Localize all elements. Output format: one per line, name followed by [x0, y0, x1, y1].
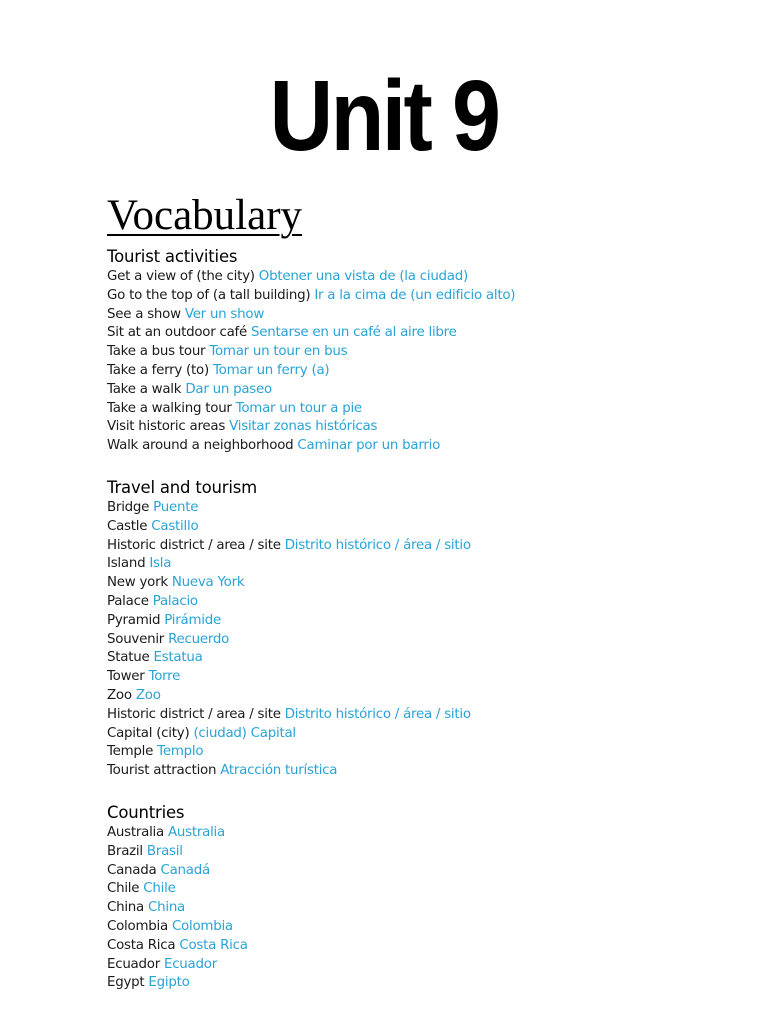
vocab-translation: Costa Rica	[179, 937, 248, 953]
vocab-item	[107, 687, 757, 706]
vocab-item	[107, 287, 757, 306]
vocab-term: Pyramid	[107, 612, 161, 628]
vocab-term: See a show	[107, 306, 181, 322]
vocabulary-title: Vocabulary	[107, 192, 303, 239]
vocab-item	[107, 343, 757, 362]
vocab-term: Temple	[107, 744, 154, 760]
vocab-item	[107, 824, 757, 843]
vocab-term: Souvenir	[107, 631, 165, 647]
vocab-item	[107, 862, 757, 881]
vocab-translation: Ecuador	[163, 956, 217, 972]
vocab-item	[107, 880, 757, 899]
vocab-term: Ecuador	[107, 956, 160, 972]
vocab-term: Get a view of (the city)	[107, 269, 255, 284]
vocab-translation: Dar un paseo	[185, 381, 272, 397]
vocab-term: Capital (city)	[107, 725, 190, 741]
vocab-list	[107, 824, 757, 993]
vocab-item	[107, 362, 757, 381]
vocab-term: Zoo	[107, 687, 132, 703]
section-countries	[107, 802, 757, 993]
vocab-term: Take a ferry (to)	[107, 362, 209, 378]
vocab-item	[107, 437, 757, 456]
vocab-term: Australia	[107, 824, 164, 840]
vocab-term: Brazil	[107, 843, 143, 859]
vocab-translation: Tomar un tour a pie	[235, 400, 362, 416]
vocab-item	[107, 918, 757, 937]
vocab-translation: Torre	[148, 669, 181, 685]
vocab-translation: Australia	[168, 824, 225, 840]
vocab-translation: (ciudad) Capital	[193, 725, 296, 741]
vocab-term: Canada	[107, 862, 157, 878]
vocab-term: Go to the top of (a tall building)	[107, 287, 311, 303]
vocab-item	[107, 555, 757, 574]
vocab-term: Take a walk	[107, 381, 182, 397]
vocab-translation: Tomar un tour en bus	[209, 344, 348, 360]
vocab-translation: China	[148, 900, 186, 916]
vocab-translation: Nueva York	[171, 575, 245, 591]
vocab-translation: Chile	[143, 881, 176, 897]
vocab-term: Bridge	[107, 499, 150, 515]
vocab-translation: Distrito histórico / área / sitio	[284, 537, 471, 553]
vocab-translation: Ver un show	[184, 306, 265, 322]
vocab-term: Historic district / area / site	[107, 706, 281, 722]
vocab-translation: Pirámide	[164, 612, 221, 628]
vocab-item	[107, 631, 757, 650]
vocab-item	[107, 537, 757, 556]
section-heading: Countries	[107, 802, 185, 822]
vocab-item	[107, 612, 757, 631]
vocab-term: Statue	[107, 650, 150, 666]
vocab-translation: Brasil	[146, 843, 183, 859]
section-heading: Travel and tourism	[107, 477, 258, 497]
vocab-item	[107, 956, 757, 975]
vocab-translation: Templo	[157, 744, 204, 760]
vocab-translation: Visitar zonas históricas	[229, 419, 378, 435]
vocab-term: Visit historic areas	[107, 419, 226, 435]
vocab-item	[107, 268, 757, 287]
vocab-item	[107, 843, 757, 862]
vocab-translation: Sentarse en un café al aire libre	[251, 325, 457, 341]
vocab-translation: Palacio	[152, 593, 198, 609]
vocab-term: Egypt	[107, 975, 145, 991]
vocab-translation: Zoo	[135, 687, 161, 703]
vocab-term: Island	[107, 556, 146, 572]
vocab-list	[107, 268, 757, 456]
vocab-translation: Tomar un ferry (a)	[212, 362, 330, 378]
section-travel-and-tourism	[107, 477, 757, 781]
vocabulary-content	[107, 246, 757, 1014]
section-heading: Tourist activities	[107, 247, 238, 266]
vocab-item	[107, 762, 757, 781]
vocab-translation: Isla	[149, 556, 172, 572]
vocab-item	[107, 974, 757, 993]
vocab-term: Sit at an outdoor café	[107, 325, 247, 341]
vocab-translation: Ir a la cima de (un edificio alto)	[314, 287, 516, 303]
vocab-translation: Puente	[153, 499, 199, 515]
vocab-translation: Obtener una vista de (la ciudad)	[258, 269, 468, 284]
vocab-translation: Egipto	[148, 975, 190, 991]
vocab-item	[107, 324, 757, 343]
vocab-item	[107, 668, 757, 687]
vocab-term: Colombia	[107, 918, 168, 934]
vocab-item	[107, 418, 757, 437]
vocab-term: Castle	[107, 518, 148, 534]
vocab-item	[107, 899, 757, 918]
vocab-item	[107, 306, 757, 325]
vocab-term: Tourist attraction	[107, 763, 217, 779]
vocab-item	[107, 400, 757, 419]
vocab-item	[107, 743, 757, 762]
vocab-term: Palace	[107, 593, 149, 609]
vocab-item	[107, 574, 757, 593]
vocab-translation: Canadá	[160, 862, 210, 878]
vocab-term: Historic district / area / site	[107, 537, 281, 553]
vocab-list	[107, 499, 757, 781]
vocab-term: Chile	[107, 881, 140, 897]
vocab-item	[107, 381, 757, 400]
vocab-term: Walk around a neighborhood	[107, 438, 294, 454]
vocab-term: Tower	[107, 669, 145, 685]
vocab-translation: Recuerdo	[168, 631, 230, 647]
vocab-translation: Atracción turística	[220, 763, 338, 779]
vocab-term: Take a bus tour	[107, 344, 206, 360]
vocab-item	[107, 649, 757, 668]
vocab-term: China	[107, 900, 144, 916]
vocab-translation: Caminar por un barrio	[297, 438, 441, 454]
vocab-item	[107, 937, 757, 956]
vocab-translation: Estatua	[153, 650, 203, 666]
vocab-term: Costa Rica	[107, 937, 176, 953]
vocab-term: New york	[107, 575, 168, 591]
section-tourist-activities	[107, 246, 757, 456]
vocab-translation: Distrito histórico / área / sitio	[284, 706, 471, 722]
vocab-item	[107, 725, 757, 744]
vocab-item	[107, 499, 757, 518]
vocab-item	[107, 706, 757, 725]
vocab-translation: Castillo	[151, 518, 199, 534]
vocab-item	[107, 518, 757, 537]
unit-title: Unit 9	[269, 60, 499, 172]
vocab-translation: Colombia	[171, 918, 233, 934]
vocab-item	[107, 593, 757, 612]
vocab-term: Take a walking tour	[107, 400, 232, 416]
